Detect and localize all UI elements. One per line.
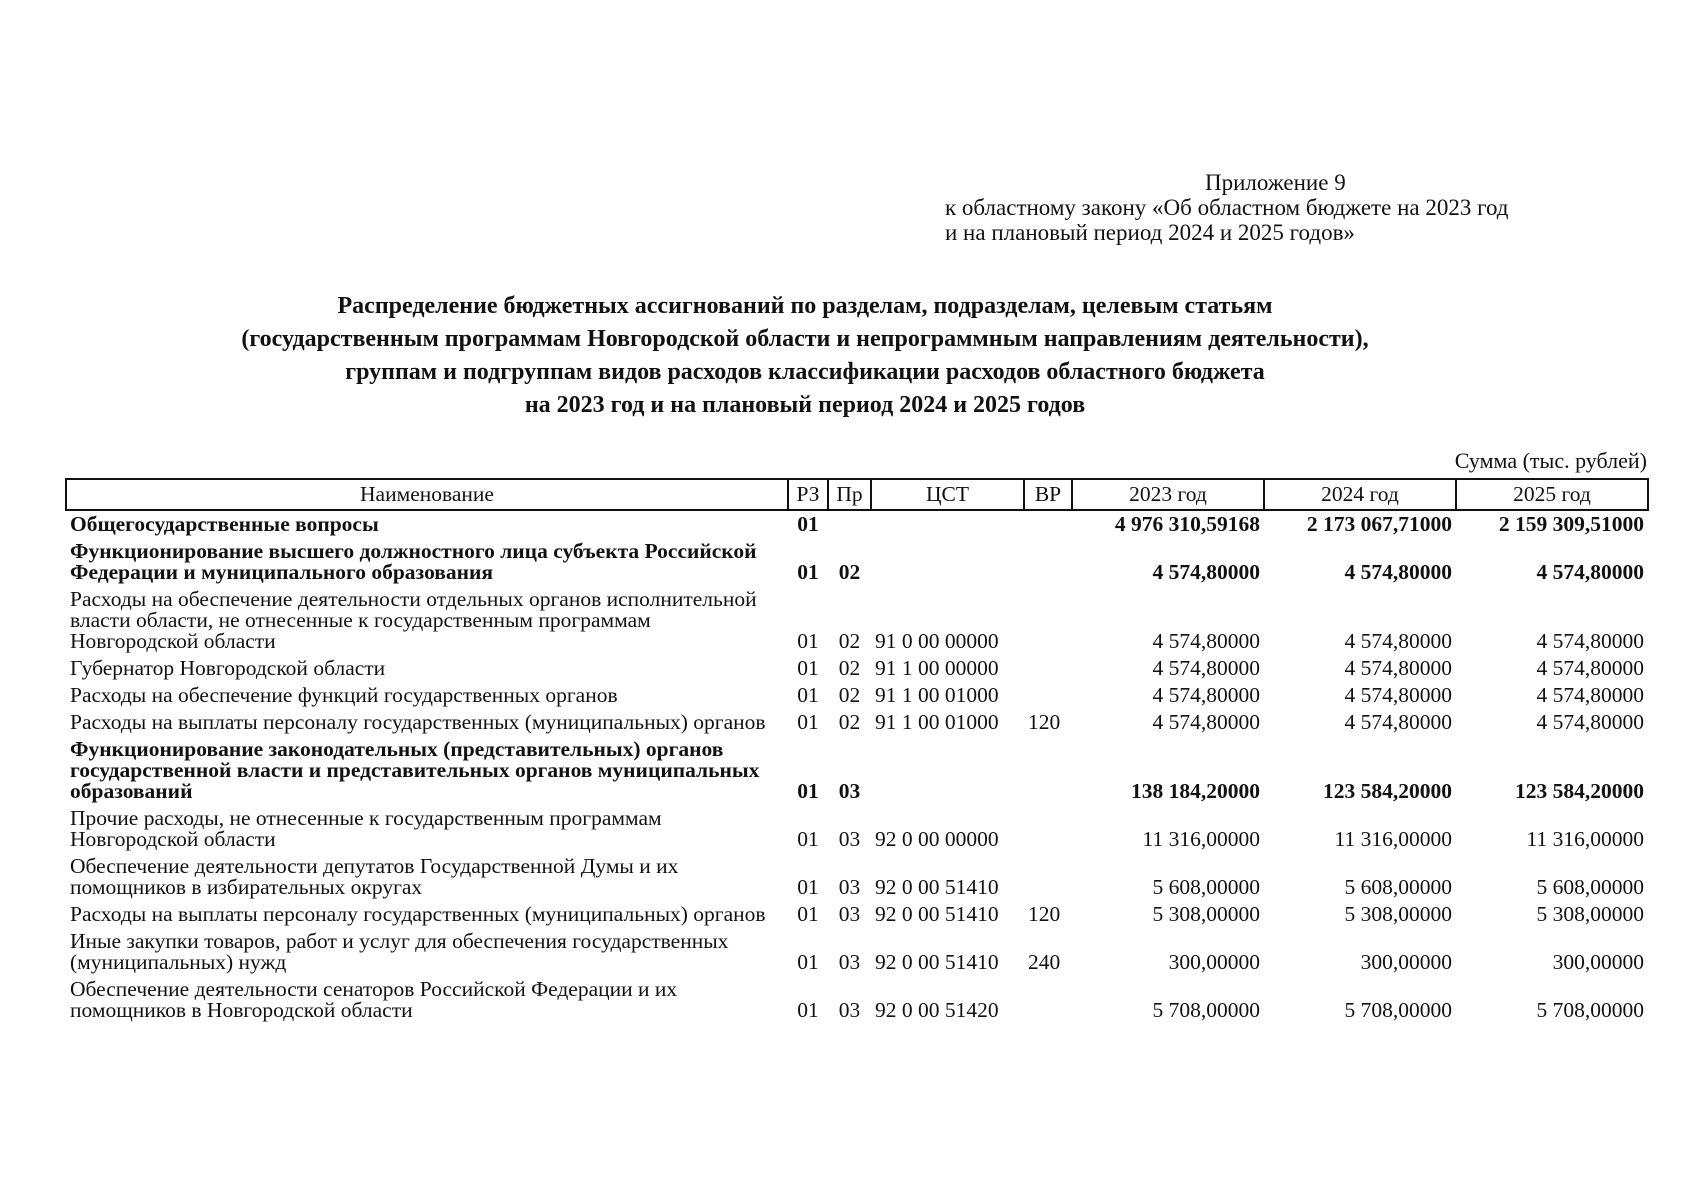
row-cst: 91 1 00 00000 — [875, 656, 999, 680]
row-2024: 300,00000 — [1360, 950, 1452, 974]
row-vr — [1024, 655, 1072, 682]
row-name: Расходы на выплаты персоналу государственных (муниципальных) органов — [70, 710, 766, 734]
row-rz: 01 — [797, 950, 819, 974]
row-2025: 4 574,80000 — [1536, 683, 1644, 707]
row-cst — [871, 736, 1024, 805]
row-2025: 4 574,80000 — [1536, 710, 1644, 734]
appendix-law-reference: к областному закону «Об областном бюджете на 2023 год — [945, 195, 1509, 220]
row-name: Прочие расходы, не отнесенные к государственным программам Новгородской области — [70, 806, 662, 851]
row-2023: 11 316,00000 — [1142, 827, 1260, 851]
header-vr: ВР — [1024, 479, 1072, 510]
row-pr — [828, 510, 871, 538]
row-2024: 11 316,00000 — [1334, 827, 1452, 851]
row-cst — [871, 510, 1024, 538]
row-2025: 5 308,00000 — [1536, 902, 1644, 926]
header-rz: РЗ — [788, 479, 828, 510]
row-pr: 03 — [838, 779, 861, 803]
header-2025: 2025 год — [1456, 479, 1648, 510]
row-rz: 01 — [797, 779, 819, 803]
row-rz: 01 — [797, 629, 819, 653]
appendix-number: Приложение 9 — [1205, 170, 1346, 195]
row-2023: 4 574,80000 — [1152, 710, 1260, 734]
row-2025: 2 159 309,51000 — [1498, 512, 1644, 536]
row-2025: 5 608,00000 — [1536, 875, 1644, 899]
row-vr — [1024, 853, 1072, 901]
row-2024: 4 574,80000 — [1344, 710, 1452, 734]
row-2024: 4 574,80000 — [1344, 683, 1452, 707]
row-rz: 01 — [797, 656, 819, 680]
row-2024: 4 574,80000 — [1344, 629, 1452, 653]
row-name: Обеспечение деятельности депутатов Государственной Думы и их помощников в избирательных округах — [70, 854, 679, 899]
row-name: Губернатор Новгородской области — [70, 656, 386, 680]
row-pr: 03 — [838, 827, 861, 851]
row-2023: 4 574,80000 — [1152, 683, 1260, 707]
row-cst: 91 0 00 00000 — [875, 629, 999, 653]
table-row — [66, 510, 1648, 538]
row-2025: 5 708,00000 — [1536, 998, 1644, 1022]
row-cst: 92 0 00 00000 — [875, 827, 999, 851]
row-rz: 01 — [797, 512, 819, 536]
row-2024: 2 173 067,71000 — [1306, 512, 1452, 536]
row-vr: 120 — [1028, 902, 1061, 926]
row-pr: 02 — [838, 629, 861, 653]
row-vr — [1024, 586, 1072, 655]
row-cst: 91 1 00 01000 — [875, 683, 999, 707]
header-name: Наименование — [66, 479, 788, 510]
row-2025: 300,00000 — [1552, 950, 1644, 974]
table-row — [66, 805, 1648, 853]
row-2025: 11 316,00000 — [1526, 827, 1644, 851]
row-name: Расходы на обеспечение деятельности отдельных органов исполнительной власти области, не отнесенные к государственным программам Новгородской области — [70, 587, 757, 653]
row-2023: 300,00000 — [1168, 950, 1260, 974]
row-2023: 4 976 310,59168 — [1114, 512, 1260, 536]
row-2025: 123 584,20000 — [1515, 779, 1644, 803]
row-2024: 5 608,00000 — [1344, 875, 1452, 899]
header-2024: 2024 год — [1264, 479, 1456, 510]
row-cst: 91 1 00 01000 — [875, 710, 999, 734]
row-pr: 03 — [838, 998, 861, 1022]
row-rz: 01 — [797, 710, 819, 734]
row-vr — [1024, 538, 1072, 586]
header-cst: ЦСТ — [871, 479, 1024, 510]
row-name: Расходы на обеспечение функций государственных органов — [70, 683, 618, 707]
row-name: Иные закупки товаров, работ и услуг для обеспечения государственных (муниципальных) нужд — [70, 929, 729, 974]
row-2025: 4 574,80000 — [1536, 629, 1644, 653]
row-2023: 5 708,00000 — [1152, 998, 1260, 1022]
units-note: Сумма (тыс. рублей) — [1454, 448, 1647, 473]
row-pr: 03 — [838, 902, 861, 926]
row-rz: 01 — [797, 560, 819, 584]
table-row — [66, 655, 1648, 682]
table-row — [66, 736, 1648, 805]
table-row — [66, 709, 1648, 736]
row-rz: 01 — [797, 902, 819, 926]
row-vr — [1024, 736, 1072, 805]
row-2023: 4 574,80000 — [1152, 656, 1260, 680]
row-vr — [1024, 976, 1072, 1024]
row-cst: 92 0 00 51420 — [875, 998, 999, 1022]
row-pr: 02 — [838, 560, 861, 584]
row-pr: 03 — [838, 950, 861, 974]
row-2024: 4 574,80000 — [1344, 560, 1452, 584]
table-row — [66, 901, 1648, 928]
row-2023: 4 574,80000 — [1152, 629, 1260, 653]
row-rz: 01 — [797, 827, 819, 851]
title-line-2: (государственным программам Новгородской области и непрограммным направлениям деятельности), — [241, 326, 1369, 352]
row-cst: 92 0 00 51410 — [875, 875, 999, 899]
row-cst: 92 0 00 51410 — [875, 950, 999, 974]
table-row — [66, 586, 1648, 655]
row-vr — [1024, 510, 1072, 538]
row-2024: 5 308,00000 — [1344, 902, 1452, 926]
table-row — [66, 682, 1648, 709]
header-pr: Пр — [828, 479, 871, 510]
table-row — [66, 853, 1648, 901]
budget-table — [65, 478, 1649, 1024]
title-line-1: Распределение бюджетных ассигнований по разделам, подразделам, целевым статьям — [337, 293, 1273, 319]
row-name: Функционирование высшего должностного лица субъекта Российской Федерации и муниципального образования — [70, 539, 757, 584]
title-line-3: группам и подгруппам видов расходов классификации расходов областного бюджета — [345, 359, 1265, 385]
row-cst — [871, 538, 1024, 586]
row-pr: 03 — [838, 875, 861, 899]
row-2023: 4 574,80000 — [1152, 560, 1260, 584]
row-vr: 240 — [1028, 950, 1061, 974]
row-pr: 02 — [838, 710, 861, 734]
row-rz: 01 — [797, 683, 819, 707]
row-cst: 92 0 00 51410 — [875, 902, 999, 926]
row-name: Общегосударственные вопросы — [70, 512, 379, 536]
row-2023: 5 308,00000 — [1152, 902, 1260, 926]
row-2023: 138 184,20000 — [1131, 779, 1260, 803]
row-2025: 4 574,80000 — [1536, 560, 1644, 584]
table-row — [66, 538, 1648, 586]
row-vr — [1024, 805, 1072, 853]
row-vr — [1024, 682, 1072, 709]
row-2025: 4 574,80000 — [1536, 656, 1644, 680]
title-line-4: на 2023 год и на плановый период 2024 и 2025 годов — [524, 392, 1086, 418]
table-row — [66, 928, 1648, 976]
row-name: Функционирование законодательных (представительных) органов государственной власти и представительных органов муниципальных образований — [70, 737, 760, 803]
row-rz: 01 — [797, 875, 819, 899]
row-name: Расходы на выплаты персоналу государственных (муниципальных) органов — [70, 902, 766, 926]
row-vr: 120 — [1028, 710, 1061, 734]
document-title — [60, 290, 1550, 422]
table-row — [66, 976, 1648, 1024]
row-2024: 5 708,00000 — [1344, 998, 1452, 1022]
row-2024: 4 574,80000 — [1344, 656, 1452, 680]
header-2023: 2023 год — [1072, 479, 1264, 510]
row-name: Обеспечение деятельности сенаторов Российской Федерации и их помощников в Новгородской области — [70, 977, 678, 1022]
appendix-header — [945, 170, 1665, 245]
row-rz: 01 — [797, 998, 819, 1022]
row-2023: 5 608,00000 — [1152, 875, 1260, 899]
table-header-row — [66, 479, 1648, 510]
row-pr: 02 — [838, 656, 861, 680]
row-pr: 02 — [838, 683, 861, 707]
row-2024: 123 584,20000 — [1323, 779, 1452, 803]
appendix-law-reference-cont: и на плановый период 2024 и 2025 годов» — [945, 220, 1355, 245]
